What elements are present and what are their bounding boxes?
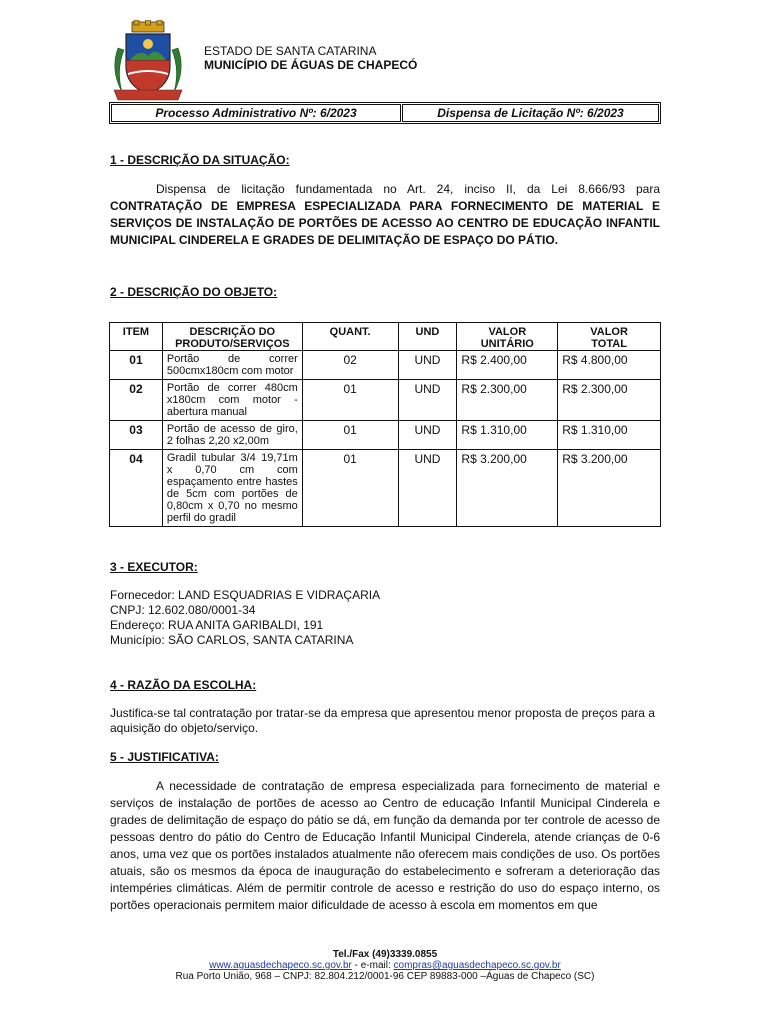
process-info-box	[109, 102, 661, 124]
cell-unit: UND	[398, 351, 457, 380]
cell-description: Gradil tubular 3/4 19,71m x 0,70 cm com espaçamento entre hastes de 5cm com portões de 0,80cm x 0,70 no mesmo perfil do gradil	[162, 450, 302, 527]
cell-unit-value: R$ 2.300,00	[457, 380, 558, 421]
cell-total-value: R$ 4.800,00	[558, 351, 661, 380]
cell-quantity: 01	[302, 450, 398, 527]
section-1-text	[110, 181, 660, 249]
email-link[interactable]: compras@aguasdechapeco.sc.gov.br	[393, 960, 561, 971]
municipality-name: MUNICÍPIO DE ÁGUAS DE CHAPECÓ	[204, 58, 418, 72]
cell-unit-value: R$ 1.310,00	[457, 421, 558, 450]
header-quantity: QUANT.	[302, 323, 398, 351]
section-5-body: A necessidade de contratação de empresa especializada para fornecimento de material e serviços de instalação de portões de acesso ao Centro de educação Infantil Municipal Cinderela e grades de delimitação de espaço do pátio se dá, em função da demanda por ter controle de acesso de pessoas dentro do pátio do Centro de Educação Infantil Municipal Cinderela, atende crianças de 0-6 anos, uma vez que os portões instalados atualmente não oferecem mais condições de uso. Os portões atuais, são os mesmos da época de inauguração do estabelecimento e sofreram a deterioração das intempéries climáticas. Além de permitir controle de acesso e restrição do uso do espaço interno, os portões operacionais permitem maior dificuldade de acesso à escola em momentos em que	[110, 779, 660, 912]
executor-details	[110, 588, 380, 648]
supplier-city: Município: SÃO CARLOS, SANTA CATARINA	[110, 633, 354, 647]
letterhead-text	[204, 44, 417, 72]
cell-item: 03	[110, 421, 163, 450]
header-item: ITEM	[110, 323, 163, 351]
footer-phone: Tel./Fax (49)3339.0855	[332, 949, 438, 960]
municipal-coat-of-arms-icon	[108, 20, 188, 102]
cell-total-value: R$ 2.300,00	[558, 380, 661, 421]
cell-description: Portão de acesso de giro, 2 folhas 2,20 x2,00m	[162, 421, 302, 450]
cell-description: Portão de correr 480cm x180cm com motor - abertura manual	[162, 380, 302, 421]
cell-item: 01	[110, 351, 163, 380]
object-table	[109, 322, 661, 527]
table-row	[110, 450, 661, 527]
supplier-address: Endereço: RUA ANITA GARIBALDI, 191	[110, 618, 324, 632]
cell-total-value: R$ 3.200,00	[558, 450, 661, 527]
cell-quantity: 01	[302, 421, 398, 450]
cell-unit: UND	[398, 450, 457, 527]
cell-description: Portão de correr 500cmx180cm com motor	[162, 351, 302, 380]
letterhead	[108, 20, 417, 102]
cell-total-value: R$ 1.310,00	[558, 421, 661, 450]
section-1-title: 1 - DESCRIÇÃO DA SITUAÇÃO:	[110, 153, 290, 167]
cell-quantity: 02	[302, 351, 398, 380]
section-2-title: 2 - DESCRIÇÃO DO OBJETO:	[110, 285, 278, 299]
cell-unit-value: R$ 2.400,00	[457, 351, 558, 380]
table-row	[110, 351, 661, 380]
footer-contact-line	[0, 960, 770, 971]
header-unit-value: VALOR UNITÁRIO	[457, 323, 558, 351]
administrative-process-number: Processo Administrativo Nº: 6/2023	[111, 104, 401, 122]
cell-unit: UND	[398, 421, 457, 450]
page-footer	[0, 949, 770, 982]
footer-address: Rua Porto União, 968 – CNPJ: 82.804.212/0001-96 CEP 89883-000 –Águas de Chapeco (SC)	[175, 971, 595, 982]
table-row	[110, 380, 661, 421]
supplier-name: Fornecedor: LAND ESQUADRIAS E VIDRAÇARIA	[110, 588, 381, 602]
cell-item: 04	[110, 450, 163, 527]
section-3-title: 3 - EXECUTOR:	[110, 560, 198, 574]
cell-unit-value: R$ 3.200,00	[457, 450, 558, 527]
header-total-value: VALOR TOTAL	[558, 323, 661, 351]
dispensa-number: Dispensa de Licitação Nº: 6/2023	[402, 104, 659, 122]
section-5-text	[110, 778, 660, 914]
header-unit: UND	[398, 323, 457, 351]
table-row	[110, 421, 661, 450]
website-link[interactable]: www.aguasdechapeco.sc.gov.br	[209, 960, 352, 971]
header-description: DESCRIÇÃO DO PRODUTO/SERVIÇOS	[162, 323, 302, 351]
state-name: ESTADO DE SANTA CATARINA	[204, 44, 377, 58]
section-4-title: 4 - RAZÃO DA ESCOLHA:	[110, 678, 257, 692]
table-header-row	[110, 323, 661, 351]
cell-quantity: 01	[302, 380, 398, 421]
cell-unit: UND	[398, 380, 457, 421]
section-1-object-summary: CONTRATAÇÃO DE EMPRESA ESPECIALIZADA PARA FORNECIMENTO DE MATERIAL E SERVIÇOS DE INSTALAÇÃO DE PORTÕES DE ACESSO AO CENTRO DE EDUCAÇÃO INFANTIL MUNICIPAL CINDERELA E GRADES DE DELIMITAÇÃO DE ESPAÇO DO PÁTIO.	[110, 199, 660, 247]
cell-item: 02	[110, 380, 163, 421]
section-4-text: Justifica-se tal contratação por tratar-se da empresa que apresentou menor proposta de preços para a aquisição do objeto/serviço.	[110, 706, 655, 735]
section-1-intro: Dispensa de licitação fundamentada no Art. 24, inciso II, da Lei 8.666/93 para	[156, 182, 660, 196]
email-label: - e-mail:	[351, 960, 394, 971]
supplier-cnpj: CNPJ: 12.602.080/0001-34	[110, 603, 256, 617]
section-5-title: 5 - JUSTIFICATIVA:	[110, 750, 219, 764]
